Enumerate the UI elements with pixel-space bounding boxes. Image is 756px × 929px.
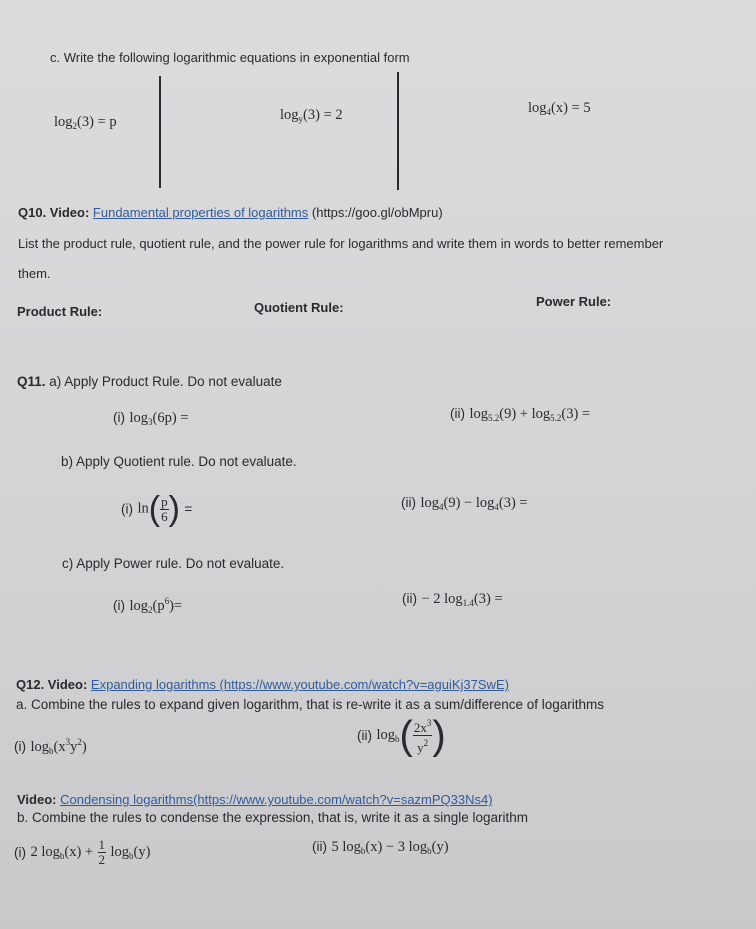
q11-a-ii-mid: (9) + log — [499, 406, 551, 422]
q12-a-ii-label: (ii) — [357, 728, 372, 743]
q11-b-text: b) Apply Quotient rule. Do not evaluate. — [61, 454, 297, 469]
q11-c-ii-rest: (3) = — [473, 591, 503, 607]
q12-b-i-rest: (y) — [133, 844, 151, 860]
eq3-base: 4 — [546, 107, 552, 117]
divider-line-2 — [397, 72, 399, 190]
q11-a-i-label: (i) — [113, 410, 125, 425]
q12-b-text: b. Combine the rules to condense the expression, that is, write it as a single logarithm — [17, 810, 529, 825]
q12-b-i-label: (i) — [14, 845, 26, 860]
q12-a-i-exp1: 3 — [65, 737, 71, 747]
q12-b-ii-base1: b — [360, 846, 366, 856]
equation-log2-3 — [54, 114, 117, 131]
q11-a-ii — [450, 405, 590, 423]
q12-a-ii-fraction — [413, 716, 433, 755]
q11-c-i-label: (i) — [113, 598, 125, 613]
q11-b-i-open-paren: ( — [148, 490, 161, 528]
q11-b-ii-rest: (3) = — [498, 495, 528, 511]
q11-b-i-fraction — [160, 495, 169, 524]
q11-a-i-rest: (6p) = — [152, 410, 189, 426]
q12-label: Q12. Video: — [16, 677, 88, 692]
q12-a-i-close: ) — [81, 739, 87, 755]
q12-b-ii-mid: (x) − 3 log — [365, 839, 428, 855]
q11-a-ii-label: (ii) — [450, 406, 465, 421]
q12-video-label: Video: — [17, 792, 57, 807]
product-rule-label: Product Rule: — [17, 304, 103, 319]
q11-c-i-close: )= — [169, 598, 183, 614]
q12-b-ii-label: (ii) — [312, 839, 327, 854]
q12-b-i-log1: 2 log — [30, 844, 60, 860]
eq3-log: log — [528, 100, 547, 116]
eq1-base: 2 — [72, 121, 78, 131]
q11-c-i-base: 2 — [147, 605, 153, 615]
q12-a-i-label: (i) — [14, 739, 26, 754]
q12-b-ii-base2: b — [427, 846, 432, 856]
q12-a-i-open: (x — [53, 739, 66, 755]
q12-a-ii-num-base: 2x — [413, 720, 427, 735]
q11-a-ii-base1: 5.2 — [487, 413, 500, 423]
q12-b-i-base2: b — [129, 851, 134, 861]
q11-a-ii-rest: (3) = — [561, 406, 591, 422]
q11-c-ii — [402, 590, 503, 608]
part-c-instruction: c. Write the following logarithmic equations in exponential form — [50, 50, 410, 65]
q11-b-i-close-paren: ) — [168, 490, 180, 528]
q12-b-i-fraction — [98, 838, 107, 867]
q12-a-i-log: log — [30, 739, 49, 755]
q11-a-ii-base2: 5.2 — [550, 413, 562, 423]
q11-b-ii-base1: 4 — [438, 502, 444, 512]
q12-a-i-y: y — [70, 739, 78, 755]
q11-a-i — [113, 409, 188, 427]
q11-b-ii-label: (ii) — [401, 495, 416, 510]
q11-c-text: c) Apply Power rule. Do not evaluate. — [62, 556, 285, 571]
q11-c-i-expr — [129, 598, 182, 614]
q11-c-i-exp: 6 — [164, 596, 170, 606]
q12-b-ii — [312, 838, 449, 856]
q11-label: Q11. — [17, 374, 46, 389]
q10-label: Q10. Video: — [18, 205, 90, 220]
q12-b-i-log2: log — [110, 844, 130, 860]
q12-b-ii-log1: 5 log — [331, 839, 361, 855]
q11-heading — [17, 374, 282, 389]
q12-b-i-base1: b — [59, 851, 65, 861]
q12-a-ii — [357, 713, 446, 758]
q11-a-ii-log1: log — [469, 406, 488, 422]
q12-b-i-expr — [30, 844, 93, 860]
equation-log4-x — [528, 100, 591, 117]
eq1-rest: (3) = p — [77, 114, 117, 130]
q11-c-i-log: log — [129, 598, 148, 614]
eq1-log: log — [54, 114, 73, 130]
q12-a-ii-den-base: y — [417, 740, 424, 755]
eq2-log: log — [280, 107, 299, 123]
q11-c-ii-base: 1.4 — [462, 598, 474, 608]
q12-video-link[interactable]: Expanding logarithms (https://www.youtube.com/watch?v=aguiKj37SwE) — [90, 677, 509, 692]
q11-c-i — [113, 596, 182, 615]
q11-c-ii-expr — [421, 591, 502, 607]
q11-b-ii-expr — [420, 495, 527, 511]
q12-condensing-link[interactable]: Condensing logarithms(https://www.youtube.com/watch?v=sazmPQ33Ns4) — [60, 792, 493, 807]
q12-a-ii-log-text: log — [376, 727, 395, 743]
eq2-rest: (3) = 2 — [303, 107, 343, 123]
q10-instruction-line2: them. — [18, 266, 51, 281]
eq3-rest: (x) = 5 — [551, 100, 591, 116]
q11-a-i-expr — [129, 410, 188, 426]
q12-b-ii-expr — [331, 839, 448, 855]
equation-logy-3 — [280, 107, 343, 124]
q11-b-ii-base2: 4 — [494, 502, 499, 512]
power-rule-label: Power Rule: — [536, 294, 612, 309]
q12-a-ii-den-exp: 2 — [423, 738, 429, 748]
q11-b-ii — [401, 494, 528, 512]
q10-video-link[interactable]: Fundamental properties of logarithms — [92, 205, 309, 220]
q12-a-ii-open-paren: ( — [399, 713, 413, 758]
q11-a-ii-expr — [469, 406, 590, 422]
q10-instruction-line1: List the product rule, quotient rule, and the power rule for logarithms and write them in words to better remember — [18, 236, 664, 251]
q11-a-text: a) Apply Product Rule. Do not evaluate — [49, 374, 282, 389]
q12-b-i-mid: (x) + — [64, 844, 94, 860]
q11-b-i — [121, 492, 192, 526]
q12-a-i — [14, 737, 87, 756]
q12-b-i-den: 2 — [98, 852, 106, 867]
q10-url: (https://goo.gl/obMpru) — [311, 205, 443, 220]
q12-b-i — [14, 838, 150, 867]
quotient-rule-label: Quotient Rule: — [254, 300, 344, 315]
q11-b-i-num: p — [161, 493, 168, 509]
q12-a-ii-num — [413, 716, 433, 736]
q11-b-i-den: 6 — [161, 508, 168, 524]
q12-a-ii-den — [413, 736, 433, 755]
q11-b-ii-mid: (9) − log — [443, 495, 495, 511]
q12-a-i-base: b — [48, 746, 54, 756]
q12-a-ii-close-paren: ) — [432, 713, 446, 758]
q11-c-i-open: (p — [152, 598, 165, 614]
q12-b-i-expr2 — [110, 844, 150, 860]
q12-video-heading — [17, 792, 493, 807]
q12-a-ii-log — [376, 727, 399, 743]
q10-heading — [18, 205, 443, 220]
q12-a-i-expr — [30, 739, 86, 755]
q12-a-ii-base: b — [394, 734, 400, 744]
q12-a-text: a. Combine the rules to expand given logarithm, that is re-write it as a sum/difference of logarithms — [16, 697, 605, 712]
q12-heading — [16, 677, 509, 692]
q11-b-i-equals: = — [184, 501, 193, 517]
q12-a-ii-num-exp: 3 — [426, 718, 432, 728]
q11-a-i-log: log — [129, 410, 148, 426]
q11-a-i-base: 3 — [147, 417, 153, 427]
q11-b-i-label: (i) — [121, 501, 133, 517]
q11-c-ii-log: − 2 log — [421, 591, 463, 607]
q11-b-ii-log1: log — [420, 495, 439, 511]
eq2-base: y — [298, 114, 304, 124]
q11-c-ii-label: (ii) — [402, 591, 417, 606]
q12-a-i-exp2: 2 — [77, 737, 82, 747]
q11-b-i-ln: ln — [137, 500, 149, 517]
q12-b-i-num: 1 — [98, 837, 106, 852]
q12-b-ii-rest: (y) — [431, 839, 449, 855]
divider-line-1 — [159, 76, 161, 188]
